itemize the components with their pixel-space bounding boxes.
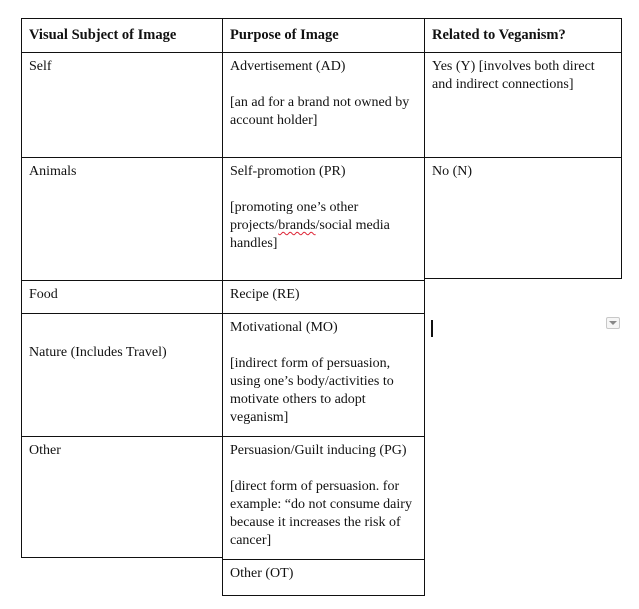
purpose-other: Other (OT) xyxy=(222,559,425,596)
purpose-note: [indirect form of persuasion, using one’s body/activities to motivate others to adopt veganism] xyxy=(230,356,394,425)
purpose-self-promotion xyxy=(222,157,425,281)
subject-other: Other xyxy=(21,436,223,558)
purpose-note: [an ad for a brand not owned by account holder] xyxy=(230,95,410,128)
purpose-persuasion xyxy=(222,436,425,560)
header-veganism: Related to Veganism? xyxy=(424,18,622,53)
purpose-recipe: Recipe (RE) xyxy=(222,280,425,314)
subject-food: Food xyxy=(21,280,223,314)
subject-nature: Nature (Includes Travel) xyxy=(21,313,223,437)
veganism-no: No (N) xyxy=(424,157,622,279)
purpose-label: Motivational (MO) xyxy=(230,320,338,335)
purpose-label: Persuasion/Guilt inducing (PG) xyxy=(230,443,407,458)
subject-animals: Animals xyxy=(21,157,223,281)
purpose-motivational xyxy=(222,313,425,437)
header-visual-subject: Visual Subject of Image xyxy=(21,18,223,53)
purpose-note xyxy=(230,199,417,253)
header-purpose: Purpose of Image xyxy=(222,18,425,53)
note-text: [promoting one’s other projects/ xyxy=(230,200,359,233)
spellcheck-marked-word[interactable]: brands xyxy=(278,218,316,233)
dropdown-arrow-icon[interactable] xyxy=(606,317,620,329)
subject-self: Self xyxy=(21,52,223,158)
purpose-note: [direct form of persuasion. for example: “do not consume dairy because it increases the risk of cancer] xyxy=(230,479,412,548)
chevron-down-icon xyxy=(609,321,617,325)
text-cursor-icon xyxy=(431,320,433,337)
purpose-label: Advertisement (AD) xyxy=(230,59,346,74)
purpose-advertisement xyxy=(222,52,425,158)
purpose-label: Self-promotion (PR) xyxy=(230,164,346,179)
veganism-yes: Yes (Y) [involves both direct and indirect connections] xyxy=(424,52,622,158)
note-text: /social media handles] xyxy=(230,218,390,251)
